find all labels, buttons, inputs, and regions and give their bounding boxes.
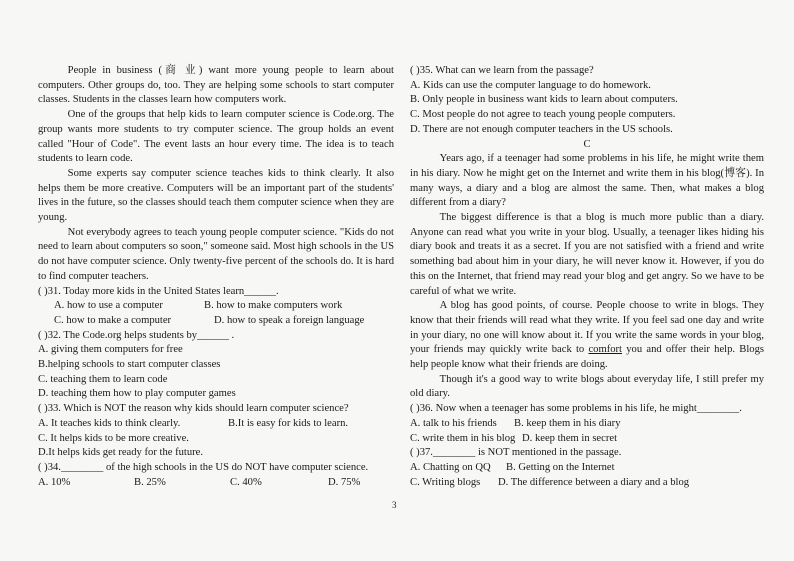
question-36 [410,402,764,446]
option-c: C. write them in his blog [410,432,516,444]
question-31 [38,285,394,329]
options-row [38,314,394,329]
option-a: A. It teaches kids to think clearly. [38,417,181,429]
options-row [410,476,764,491]
right-column [410,64,764,490]
options-row [410,461,764,476]
question-32 [38,329,394,403]
options-row [410,417,764,432]
option-c: C. teaching them to learn code [38,373,168,385]
option-a: A. 10% [38,476,71,488]
question-stem: ( )31. Today more kids in the United States learn______. [38,285,279,297]
options-row [38,299,394,314]
option-d: D. keep them in secret [522,432,618,444]
option-b: B. how to make computers work [204,300,343,312]
option-a: A. talk to his friends [410,417,497,429]
underlined-word: comfort [588,344,623,356]
question-stem: ( )34.________ of the high schools in the US do NOT have computer science. [38,461,369,473]
option-c: C. Writing blogs [410,476,481,488]
option-d: D. The difference between a diary and a blog [498,476,690,488]
option-d: D. how to speak a foreign language [214,314,365,326]
option-b: B. Only people in business want kids to learn about computers. [410,94,678,106]
paragraph-experts: Some experts say computer science teaches kids to think clearly. It also helps them be more creative. Computers will be an important part of the students' lives in the future, so the classes should teach them computer science when they are young. [38,167,394,224]
question-34 [38,461,394,490]
option-c: C. It helps kids to be more creative. [38,432,189,444]
options-row [410,432,764,447]
option-b: B. Getting on the Internet [506,461,615,473]
option-c: C. Most people do not agree to teach young people computers. [410,109,676,121]
option-d: D.It helps kids get ready for the future. [38,447,204,459]
text-segment: you and offer their help. Blogs help people know what their friends are doing. [410,344,764,371]
option-d: D. There are not enough computer teachers in the US schools. [410,123,673,135]
option-c: C. how to make a computer [54,314,172,326]
option-b: B.helping schools to start computer classes [38,359,221,371]
section-c-label: C [583,138,591,150]
text-segment: A blog has good points, of course. People choose to write in blogs. They know that their friends will read what they write. If you feel sad one day and write in your diary, no one will know about it. If you write the same words in your blog, your friends may quickly write back to [410,300,764,356]
option-a: A. how to use a computer [54,300,163,312]
question-33 [38,402,394,461]
question-stem: ( )36. Now when a teenager has some problems in his life, he might________. [410,403,742,415]
option-a: A. giving them computers for free [38,344,183,356]
option-a: A. Kids can use the computer language to do homework. [410,79,651,91]
question-stem: ( )33. Which is NOT the reason why kids should learn computer science? [38,403,349,415]
option-c: C. 40% [230,476,262,488]
option-b: B. 25% [134,476,166,488]
page-number: 3 [392,500,397,510]
option-d: D. 75% [328,476,361,488]
option-a: A. Chatting on QQ [410,461,491,473]
question-37 [410,446,764,490]
paragraph-not-everybody: Not everybody agrees to teach young people computer science. "Kids do not need to learn about computers so soon," someone said. Most high schools in the US do not have computer science. Only twenty-five percent of the schools do. It is hard to find computer teachers. [38,226,394,282]
question-stem: ( )35. What can we learn from the passage? [410,65,594,76]
options-row [38,417,394,432]
option-b: B.It is easy for kids to learn. [228,417,349,429]
paragraph-good-points [410,299,764,373]
question-stem: ( )37.________ is NOT mentioned in the passage. [410,447,622,459]
question-stem: ( )32. The Code.org helps students by______ . [38,329,235,341]
paragraph-business: People in business (商 业) want more young people to learn about computers. Other groups do, too. They are helping some schools to start computer classes. Students in the classes learn how computers work. [38,65,394,106]
left-column [38,64,394,490]
options-row [38,476,394,491]
paragraph-code-org: One of the groups that help kids to learn computer science is Code.org. The group wants more students to try computer science. The group holds an event called "Hour of Code". The event lasts an hour every time. The idea is to teach students to learn code. [38,109,394,165]
paragraph-biggest-difference: The biggest difference is that a blog is much more public than a diary. Anyone can read what you write in your blog. Usually, a teenager likes hiding his diary book and treats it as a secret. If you are not satisfied with a friend and write something bad about him in your diary, he will never know it. However, if you do this on the Internet, that friend may read your blog and get angry. So we have to be careful of what we write. [410,212,764,297]
paragraph-prefer-diary: Though it's a good way to write blogs about everyday life, I still prefer my old diary. [410,373,764,400]
paragraph-years-ago: Years ago, if a teenager had some problems in his life, he might write them in his diary. Now he might get on the Internet and write them in his blog(博客). In many ways, a diary and a blog are almost the same. Then, what makes a blog different from a diary? [410,153,764,209]
question-35 [410,64,764,138]
option-d: D. teaching them how to play computer games [38,388,236,400]
option-b: B. keep them in his diary [514,417,621,429]
